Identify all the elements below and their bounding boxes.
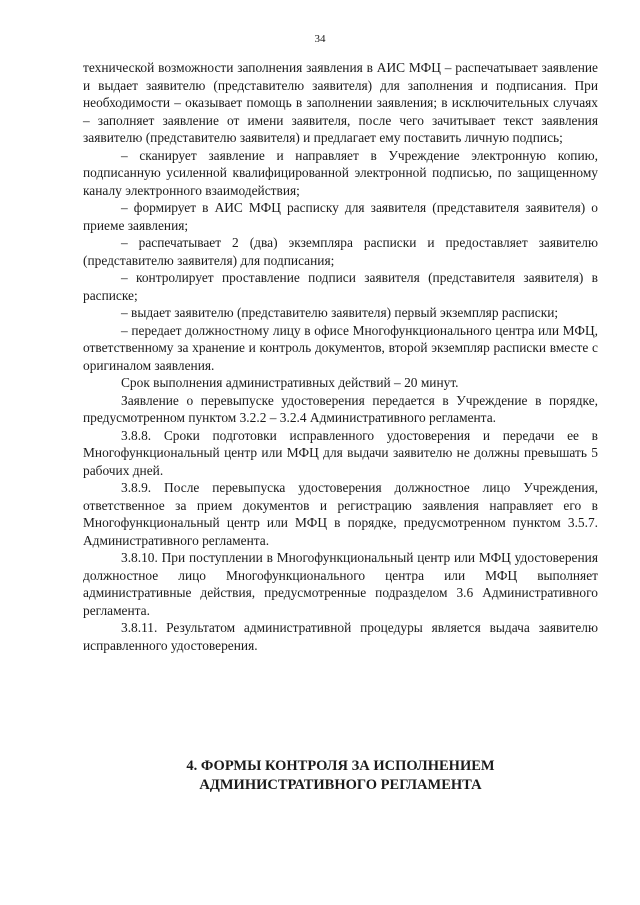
section-heading — [83, 757, 598, 795]
paragraph: Срок выполнения административных действий – 20 минут. — [121, 375, 459, 390]
section-heading-line: АДМИНИСТРАТИВНОГО РЕГЛАМЕНТА — [199, 777, 482, 793]
document-body — [83, 59, 598, 654]
paragraph: – распечатывает 2 (два) экземпляра расписки и предоставляет заявителю (представителю заявителя) для подписания; — [83, 235, 598, 268]
paragraph: 3.8.9. После перевыпуска удостоверения должностное лицо Учреждения, ответственное за прием документов и регистрацию заявления направляет его в Многофункциональный центр или МФЦ в порядке, предусмотренном пунктом 3.5.7. Административного регламента. — [83, 480, 598, 548]
section-heading-line: 4. ФОРМЫ КОНТРОЛЯ ЗА ИСПОЛНЕНИЕМ — [186, 758, 495, 774]
page-number: 34 — [314, 33, 326, 45]
paragraph: – контролирует проставление подписи заявителя (представителя заявителя) в расписке; — [83, 270, 598, 303]
paragraph: технической возможности заполнения заявления в АИС МФЦ – распечатывает заявление и выдает заявителю (представителю заявителя) для заполнения и подписания. При необходимости – оказывает помощь в заполнении заявления; в исключительных случаях – заполняет заявление от имени заявителя, после чего зачитывает текст заявления заявителю (представителю заявителя) и предлагает ему поставить личную подпись; — [83, 60, 598, 145]
paragraph: – формирует в АИС МФЦ расписку для заявителя (представителя заявителя) о приеме заявления; — [83, 200, 598, 233]
paragraph: 3.8.10. При поступлении в Многофункциональный центр или МФЦ удостоверения должностное лицо Многофункционального центра или МФЦ выполняет административные действия, предусмотренные подразделом 3.6 Административного регламента. — [83, 550, 598, 618]
paragraph: 3.8.11. Результатом административной процедуры является выдача заявителю исправленного удостоверения. — [83, 620, 598, 653]
paragraph: 3.8.8. Сроки подготовки исправленного удостоверения и передачи ее в Многофункциональный центр или МФЦ для выдачи заявителю не должны превышать 5 рабочих дней. — [83, 427, 598, 478]
paragraph: – сканирует заявление и направляет в Учреждение электронную копию, подписанную усиленной квалифицированной электронной подписью, по защищенному каналу электронного взаимодействия; — [83, 147, 598, 198]
paragraph: Заявление о перевыпуске удостоверения передается в Учреждение в порядке, предусмотренном пунктом 3.2.2 – 3.2.4 Административного регламента. — [83, 392, 598, 425]
paragraph: – выдает заявителю (представителю заявителя) первый экземпляр расписки; — [121, 305, 559, 320]
paragraph: – передает должностному лицу в офисе Многофункционального центра или МФЦ, ответственному за хранение и контроль документов, второй экземпляр расписки вместе с оригиналом заявления. — [83, 322, 598, 373]
